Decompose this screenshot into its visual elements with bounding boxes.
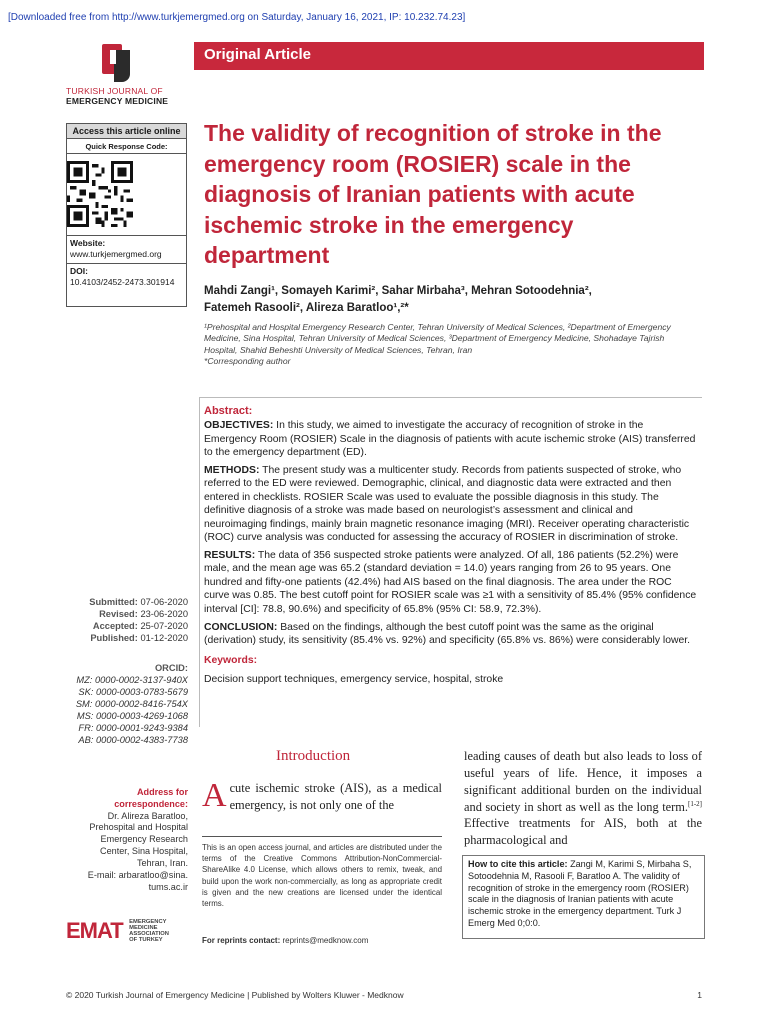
reprints-email[interactable]: reprints@medknow.com: [280, 936, 369, 945]
doi-section: [67, 263, 186, 291]
abstract-methods: [204, 464, 698, 545]
orcid-entry[interactable]: FR: 0000-0001-9243-9384: [78, 723, 188, 734]
website-label: Website:: [70, 238, 106, 248]
orcid-entry[interactable]: SM: 0000-0002-8416-754X: [75, 699, 188, 710]
introduction-heading: Introduction: [276, 748, 351, 764]
published-label: Published:: [90, 633, 138, 644]
abstract-conclusion: [204, 621, 698, 648]
page-number: 1: [697, 990, 702, 1000]
qr-code-label: Quick Response Code:: [67, 139, 186, 154]
license-note: This is an open access journal, and articles are distributed under the terms of the Creative Commons Attribution-NonCommercial-ShareAlike 4.0 License, which allows others to remix, tweak, and build upon the work non-commercially, as long as appropriate credit is given and the new creations are licensed under the identical terms.: [202, 836, 442, 909]
doi-value[interactable]: 10.4103/2452-2473.301914: [70, 277, 175, 288]
footer-copyright: © 2020 Turkish Journal of Emergency Medicine | Published by Wolters Kluwer - Medknow: [66, 990, 404, 1000]
article-dates: [56, 596, 188, 644]
conclusion-text: Based on the findings, although the best cutoff point was the same as the original (derivation) study, its sensitivity (85.4% vs. 92%) and specificity (65.8% vs. 86%) were considerably lower.: [204, 621, 691, 647]
dropcap-letter: A: [202, 777, 227, 814]
cite-text: Zangi M, Karimi S, Mirbaha S, Sotoodehnia M, Rasooli F, Baratloo A. The validity of recognition of stroke in the emergency room (ROSIER) scale in the diagnosis of Iranian patients with acute ischemic stroke in the emergency department. Turk J Emerg Med 0;0:0.: [468, 859, 692, 929]
intro-col2-text-b: Effective treatments for AIS, both at the pharmacological and: [464, 816, 702, 848]
conclusion-label: CONCLUSION:: [204, 621, 278, 633]
journal-logo-line2: EMERGENCY MEDICINE: [66, 96, 169, 106]
revised-label: Revised:: [99, 609, 138, 620]
reprints-contact: [202, 936, 368, 945]
author-line-1: Mahdi Zangi¹, Somayeh Karimi², Sahar Mirbaha³, Mehran Sotoodehnia²,: [204, 285, 592, 297]
reprints-label: For reprints contact:: [202, 936, 281, 945]
how-to-cite-box: [462, 855, 705, 939]
keywords-heading: Keywords:: [204, 654, 258, 666]
access-online-box: [66, 123, 187, 307]
abstract-heading: Abstract:: [204, 405, 253, 417]
accepted-date: 25-07-2020: [140, 621, 188, 632]
doi-label: DOI:: [70, 265, 88, 276]
introduction-col1: [202, 777, 442, 814]
orcid-entry[interactable]: MZ: 0000-0002-3137-940X: [76, 675, 188, 686]
website-section: [67, 235, 186, 263]
intro-col1-text: cute ischemic stroke (AIS), as a medical emergency, is not only one of the: [229, 781, 442, 812]
access-box-title: Access this article online: [67, 124, 186, 139]
article-title: The validity of recognition of stroke in the emergency room (ROSIER) scale in the diagnosis of Iranian patients with acute ischemic stroke in the emergency department: [204, 120, 662, 269]
submitted-date: 07-06-2020: [140, 597, 188, 607]
abstract-section: [199, 397, 702, 727]
orcid-label: ORCID:: [154, 663, 188, 673]
cite-label: How to cite this article:: [468, 859, 568, 869]
methods-label: METHODS:: [204, 464, 260, 476]
address-line: Emergency Research: [100, 834, 188, 845]
address-label-2: correspondence:: [114, 798, 188, 809]
orcid-list: [56, 662, 188, 747]
address-line: Dr. Alireza Baratloo,: [107, 810, 188, 821]
address-line: Center, Sina Hospital,: [100, 846, 188, 857]
correspondence-address: [56, 787, 188, 893]
address-email[interactable]: E-mail: arbaratloo@sina.: [87, 869, 188, 880]
corresponding-note: *Corresponding author: [204, 356, 291, 367]
journal-logo: [66, 44, 176, 106]
address-email[interactable]: tums.ac.ir: [148, 881, 188, 892]
emat-logo: [66, 918, 186, 944]
download-banner[interactable]: [Downloaded free from http://www.turkjemergmed.org on Saturday, January 16, 2021, IP: 10.232.74.23]: [8, 12, 466, 23]
address-line: Prehospital and Hospital: [89, 822, 188, 833]
introduction-col2: [464, 748, 702, 849]
website-link[interactable]: www.turkjemergmed.org: [70, 249, 162, 260]
affiliations: [204, 322, 674, 367]
results-label: RESULTS:: [204, 549, 256, 561]
submitted-label: Submitted:: [89, 597, 138, 607]
methods-text: The present study was a multicenter study. Records from patients suspected of stroke, who referred to the ED were reviewed. Demographic, clinical, and diagnostic data were extracted and then entered in checklists. ROSIER Scale was used to evaluate the possible diagnosis in this study. The definitive diagnosis of a stroke was made based on neurologist’s assessment and clinical and neuroimaging findings, mainly brain magnetic resonance imaging (MRI). Receiver operating characteristic (ROC) curve analysis was conducted for assessing the accuracy of ROSIER in discrimination of stroke.: [204, 464, 690, 544]
emat-logo-text: EMAT: [66, 918, 123, 943]
intro-col2-text-a: leading causes of death but also leads to loss of useful years of life. Hence, it imposes a significant additional burden on the individual and society in short as well as the long term.: [464, 749, 702, 814]
objectives-label: OBJECTIVES:: [204, 420, 274, 432]
emat-logo-subtext: EMERGENCY MEDICINE ASSOCIATION OF TURKEY: [129, 918, 169, 944]
orcid-entry[interactable]: AB: 0000-0002-4383-7738: [78, 735, 188, 746]
accepted-label: Accepted:: [92, 621, 138, 632]
abstract-results: [204, 549, 698, 617]
abstract-objectives: [204, 419, 698, 460]
results-text: The data of 356 suspected stroke patients were analyzed. Of all, 186 patients (52.2%) were male, and the mean age was 65.2 (standard deviation = 14.0) years ranging from 26 to 95 years. One hundred and fifty-one patients (42.4%) had AIS based on the final diagnosis. The area under the ROC curve was 0.85. The best cutoff point for ROSIER scale was ≥1 with a sensitivity of 85.4% (95% confidence interval [CI]: 78.8, 90.6%) and specificity of 65.8% (95% CI: 58.9, 72.3%).: [204, 549, 697, 615]
affiliation-text: ¹Prehospital and Hospital Emergency Research Center, Tehran University of Medical Sciences, ²Department of Emergency Medicine, Sina Hospital, Tehran University of Medical Sciences, ³Department of Emergency Medicine, Shohadaye Tajrish Hospital, Shahid Beheshti University of Medical Sciences, Tehran, Iran: [204, 322, 671, 355]
revised-date: 23-06-2020: [140, 609, 188, 620]
orcid-entry[interactable]: MS: 0000-0003-4269-1068: [76, 711, 188, 722]
journal-logo-mark: [96, 44, 136, 82]
orcid-entry[interactable]: SK: 0000-0003-0783-5679: [78, 687, 188, 698]
published-date: 01-12-2020: [140, 633, 188, 644]
objectives-text: In this study, we aimed to investigate the accuracy of recognition of stroke in the Emergency Room (ROSIER) Scale in the diagnosis of patients with acute ischemic stroke (AIS) transferred to the emergency department (ED).: [204, 420, 696, 459]
author-list: [204, 283, 684, 316]
author-line-2: Fatemeh Rasooli², Alireza Baratloo¹,²*: [204, 301, 409, 314]
page-footer: [66, 990, 702, 1000]
citation-ref[interactable]: [1-2]: [688, 799, 702, 808]
keywords-text: Decision support techniques, emergency service, hospital, stroke: [204, 674, 504, 686]
address-line: Tehran, Iran.: [136, 857, 188, 868]
journal-logo-line1: TURKISH JOURNAL OF: [66, 86, 163, 96]
qr-code-image[interactable]: [67, 159, 133, 229]
address-label-1: Address for: [136, 787, 188, 797]
article-type-bar: Original Article: [194, 42, 704, 70]
